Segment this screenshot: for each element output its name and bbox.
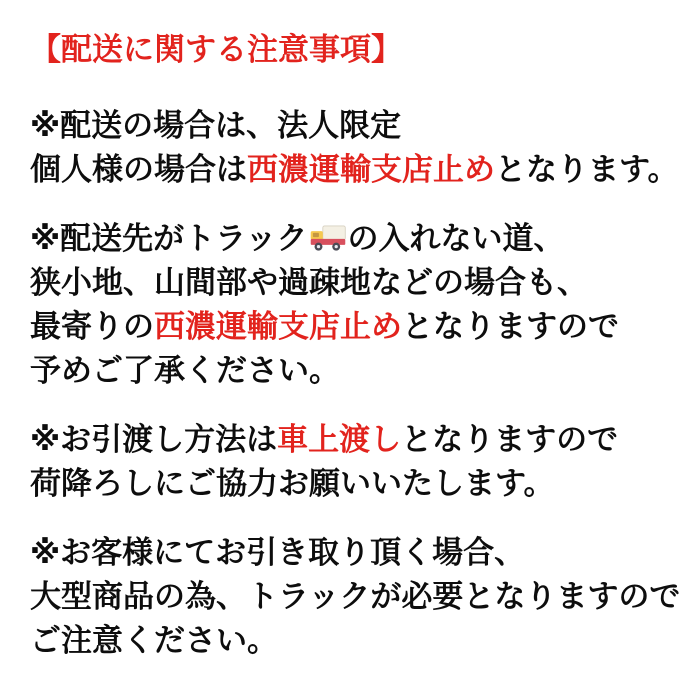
access-line1-post: の入れない道、: [347, 221, 565, 257]
delivery-line2-highlight: 西濃運輸支店止め: [247, 152, 495, 188]
access-line3-post: となりますので: [402, 309, 619, 345]
pickup-line2-text: 大型商品の為、トラックが必要となりますので: [30, 579, 681, 615]
delivery-line-1: [30, 104, 690, 148]
paragraph-pickup: [30, 531, 690, 663]
pickup-line3-text: ご注意ください。: [30, 623, 278, 659]
access-line4-text: 予めご了承ください。: [30, 353, 340, 389]
pickup-line1-text: ※お客様にてお引き取り頂く場合、: [30, 535, 526, 571]
delivery-line1-text: ※配送の場合は、法人限定: [30, 108, 402, 144]
access-line1-pre: ※配送先がトラック: [30, 221, 308, 257]
access-line-2: [30, 261, 690, 305]
handover-line1-post: となりますので: [401, 422, 619, 458]
pickup-line-1: [30, 531, 690, 575]
paragraph-delivery: [30, 104, 690, 192]
access-line3-pre: 最寄りの: [30, 309, 154, 345]
paragraph-access: [30, 217, 690, 393]
handover-line2-text: 荷降ろしにご協力お願いいたします。: [30, 466, 555, 502]
notice-title: 【配送に関する注意事項】: [30, 32, 402, 68]
delivery-line2-pre: 個人様の場合は: [30, 152, 247, 188]
handover-line1-pre: ※お引渡し方法は: [30, 422, 278, 458]
handover-line1-highlight: 車上渡し: [277, 422, 402, 458]
access-line-3: [30, 305, 690, 349]
access-line-4: [30, 349, 690, 393]
delivery-line2-post: となります。: [495, 152, 679, 188]
access-line3-highlight: 西濃運輸支店止め: [154, 309, 402, 345]
access-line-1: [30, 217, 690, 261]
delivery-line-2: [30, 148, 690, 192]
truck-icon: [309, 221, 347, 251]
pickup-line-3: [30, 619, 690, 663]
handover-line-2: [30, 462, 690, 506]
pickup-line-2: [30, 575, 690, 619]
paragraph-handover: [30, 418, 690, 506]
handover-line-1: [30, 418, 690, 462]
access-line2-text: 狭小地、山間部や過疎地などの場合も、: [30, 265, 588, 301]
